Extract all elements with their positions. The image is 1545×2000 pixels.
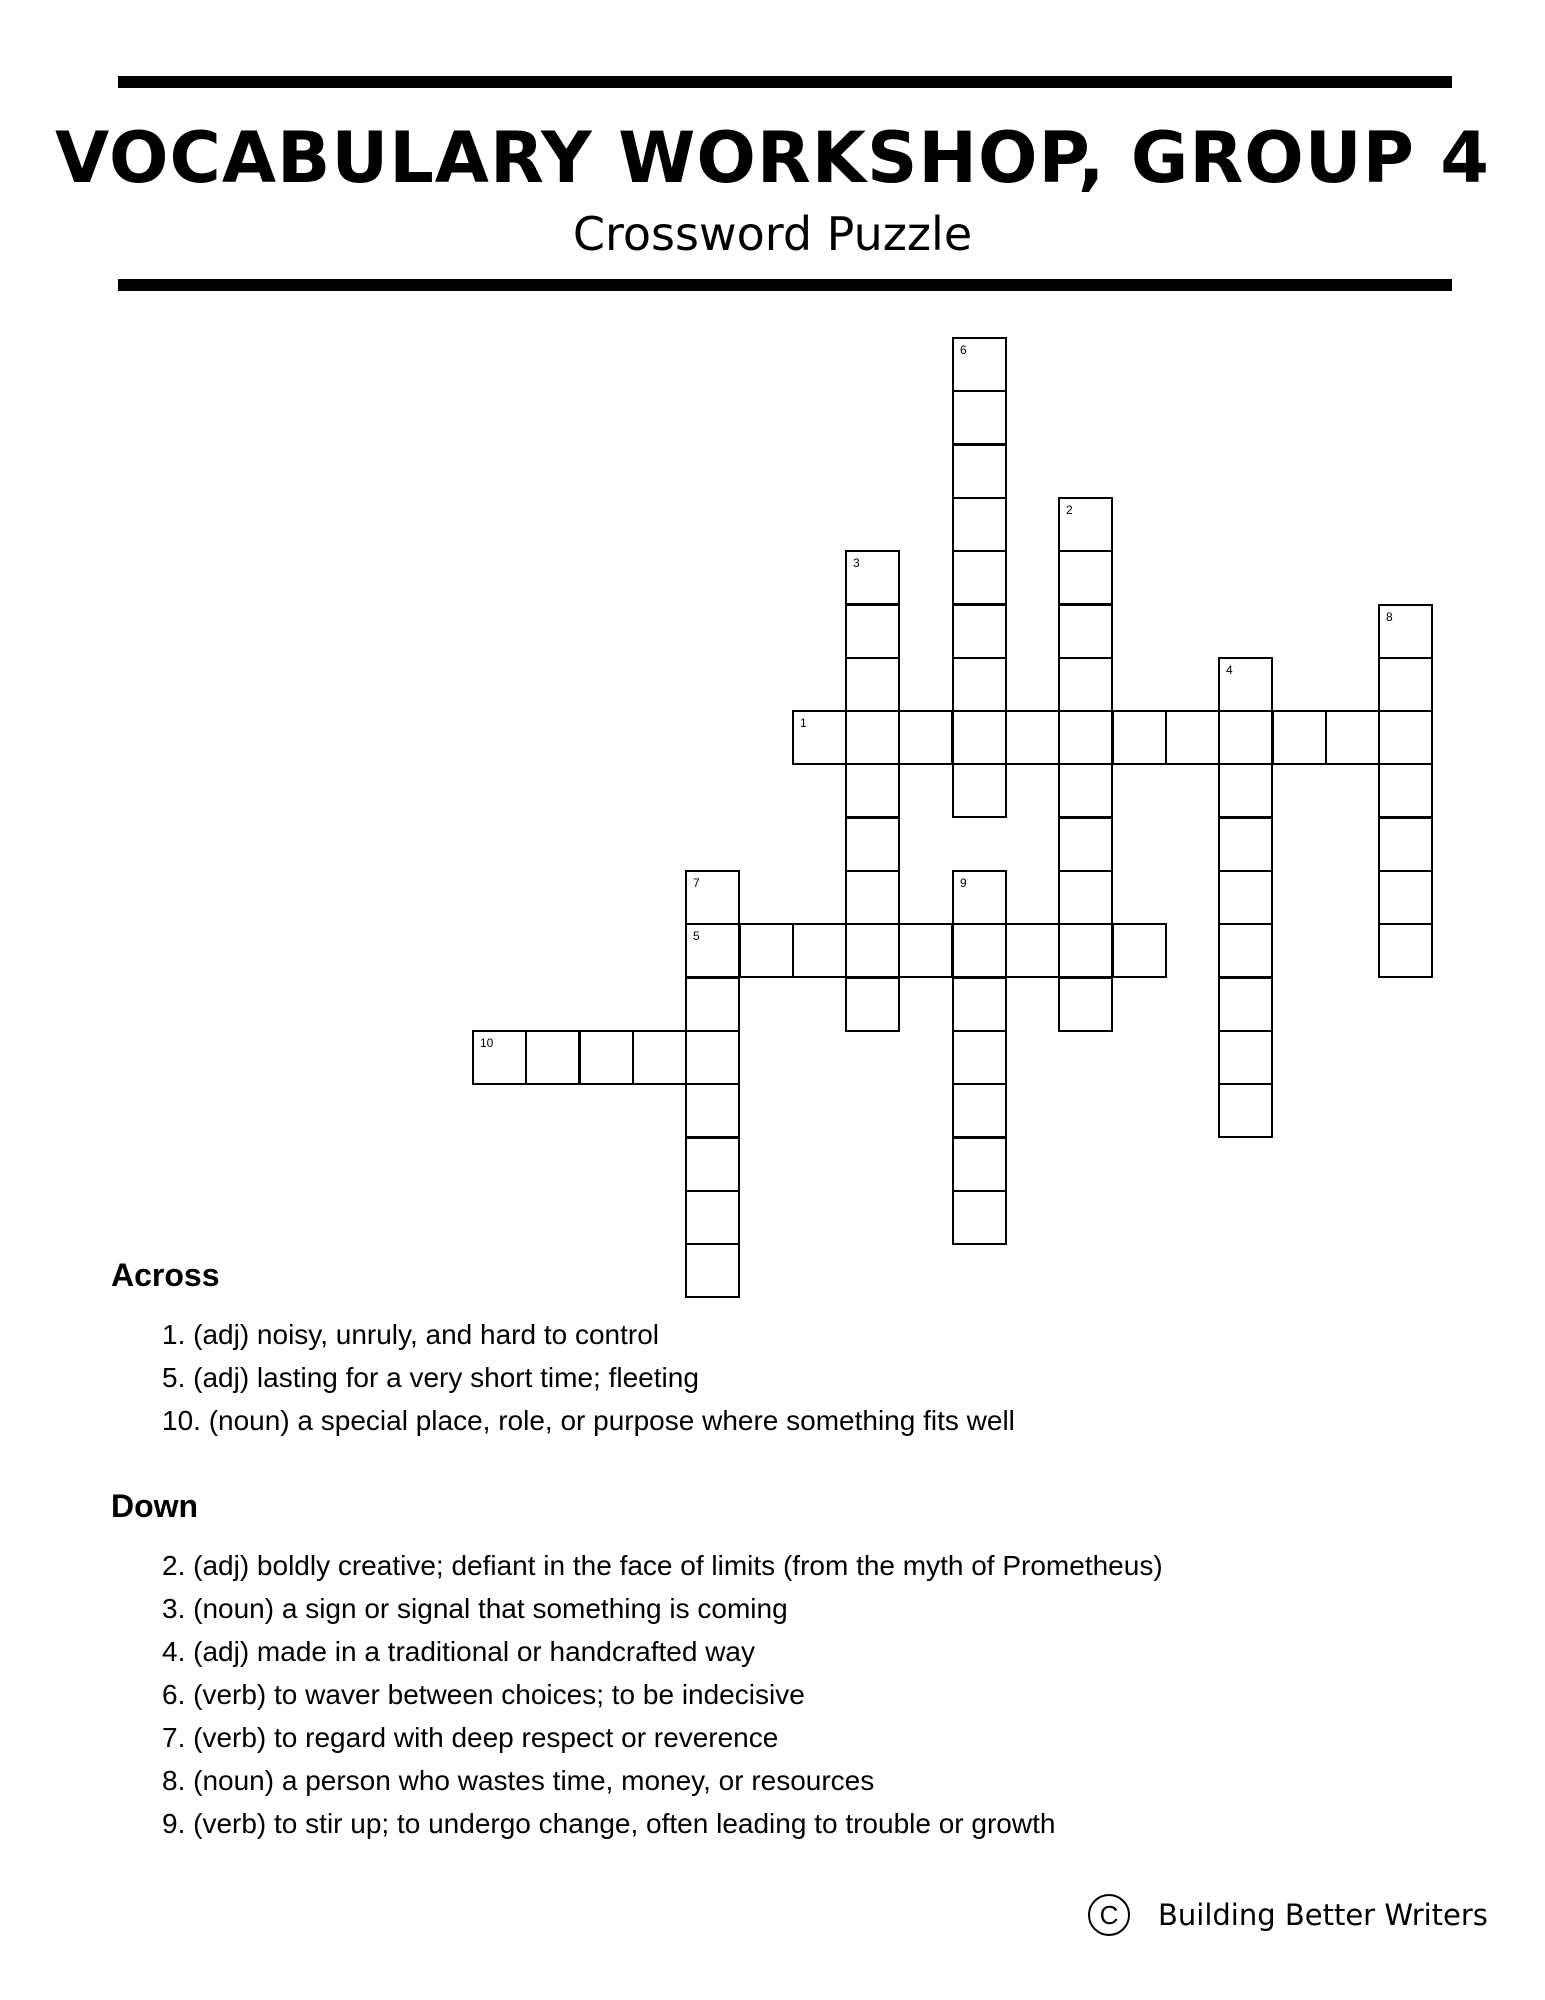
clue-down-4: 4. (adj) made in a traditional or handcrafted way (162, 1636, 755, 1667)
grid-cell[interactable] (952, 657, 1007, 712)
grid-cell-5[interactable] (685, 923, 740, 978)
clue-number: 2 (1066, 503, 1073, 517)
grid-cell[interactable] (952, 1137, 1007, 1192)
grid-cell[interactable] (952, 390, 1007, 445)
grid-cell-3[interactable] (845, 550, 900, 605)
grid-cell[interactable] (1005, 923, 1060, 978)
grid-cell[interactable] (1058, 817, 1113, 872)
grid-cell[interactable] (952, 763, 1007, 818)
grid-cell[interactable] (952, 977, 1007, 1032)
clue-number: 10 (480, 1036, 494, 1050)
grid-cell[interactable] (1165, 710, 1220, 765)
grid-cell[interactable] (898, 923, 953, 978)
clue-number: 8 (1386, 610, 1393, 624)
clue-down-8: 8. (noun) a person who wastes time, money, or resources (162, 1765, 875, 1796)
grid-cell[interactable] (952, 497, 1007, 552)
grid-cell[interactable] (1218, 1030, 1273, 1085)
grid-cell[interactable] (1058, 710, 1113, 765)
grid-cell[interactable] (845, 604, 900, 659)
page-title: VOCABULARY WORKSHOP, GROUP 4 (55, 117, 1490, 199)
grid-cell[interactable] (1058, 550, 1113, 605)
grid-cell[interactable] (952, 923, 1007, 978)
grid-cell[interactable] (1378, 870, 1433, 925)
grid-cell[interactable] (952, 710, 1007, 765)
grid-cell-9[interactable] (952, 870, 1007, 925)
grid-cell-8[interactable] (1378, 604, 1433, 659)
clue-down-3: 3. (noun) a sign or signal that something is coming (162, 1593, 788, 1624)
grid-cell[interactable] (952, 444, 1007, 499)
clue-down-6: 6. (verb) to waver between choices; to be indecisive (162, 1679, 805, 1710)
grid-cell-6[interactable] (952, 337, 1007, 392)
grid-cell[interactable] (1058, 604, 1113, 659)
grid-cell[interactable] (1378, 923, 1433, 978)
grid-cell-10[interactable] (472, 1030, 527, 1085)
clue-number: 1 (800, 716, 807, 730)
clue-down-7: 7. (verb) to regard with deep respect or reverence (162, 1722, 779, 1753)
across-heading: Across (111, 1257, 220, 1293)
grid-cell[interactable] (952, 1190, 1007, 1245)
grid-cell[interactable] (1058, 870, 1113, 925)
grid-cell[interactable] (685, 1030, 740, 1085)
grid-cell[interactable] (1378, 710, 1433, 765)
clue-number: 5 (693, 929, 700, 943)
grid-cell[interactable] (1378, 817, 1433, 872)
clue-number: 4 (1226, 663, 1233, 677)
grid-cell[interactable] (579, 1030, 634, 1085)
clue-down-9: 9. (verb) to stir up; to undergo change, often leading to trouble or growth (162, 1808, 1056, 1839)
grid-cell[interactable] (952, 1030, 1007, 1085)
grid-cell[interactable] (685, 1190, 740, 1245)
grid-cell[interactable] (1112, 710, 1167, 765)
footer-credit: Building Better Writers (1158, 1898, 1488, 1932)
grid-cell[interactable] (845, 923, 900, 978)
grid-cell[interactable] (1325, 710, 1380, 765)
across-clue-list (162, 1313, 1015, 1442)
grid-cell[interactable] (1218, 977, 1273, 1032)
grid-cell[interactable] (1218, 710, 1273, 765)
grid-cell[interactable] (685, 1137, 740, 1192)
grid-cell-4[interactable] (1218, 657, 1273, 712)
grid-cell[interactable] (952, 1083, 1007, 1138)
page-subtitle: Crossword Puzzle (572, 207, 973, 261)
clue-number: 6 (960, 343, 967, 357)
grid-cell[interactable] (525, 1030, 580, 1085)
grid-cell[interactable] (1378, 657, 1433, 712)
grid-cell[interactable] (632, 1030, 687, 1085)
bottom-rule (118, 279, 1452, 291)
grid-cell[interactable] (845, 870, 900, 925)
grid-cell[interactable] (1218, 1083, 1273, 1138)
grid-cell[interactable] (845, 710, 900, 765)
grid-cell[interactable] (1272, 710, 1327, 765)
clue-across-10: 10. (noun) a special place, role, or purpose where something fits well (162, 1405, 1015, 1436)
clue-number: 9 (960, 876, 967, 890)
grid-cell[interactable] (1218, 763, 1273, 818)
clue-number: 7 (693, 876, 700, 890)
grid-cell-2[interactable] (1058, 497, 1113, 552)
grid-cell-1[interactable] (792, 710, 847, 765)
grid-cell[interactable] (685, 977, 740, 1032)
top-rule (118, 76, 1452, 88)
grid-cell[interactable] (685, 1243, 740, 1298)
grid-cell[interactable] (845, 763, 900, 818)
grid-cell[interactable] (1112, 923, 1167, 978)
grid-cell[interactable] (898, 710, 953, 765)
clue-down-2: 2. (adj) boldly creative; defiant in the face of limits (from the myth of Prometheus) (162, 1550, 1163, 1581)
grid-cell[interactable] (1378, 763, 1433, 818)
grid-cell[interactable] (845, 817, 900, 872)
down-clue-list (162, 1544, 1163, 1845)
grid-cell[interactable] (739, 923, 794, 978)
grid-cell[interactable] (1058, 977, 1113, 1032)
clue-number: 3 (853, 556, 860, 570)
grid-cell[interactable] (952, 604, 1007, 659)
grid-cell[interactable] (1058, 923, 1113, 978)
grid-cell[interactable] (685, 1083, 740, 1138)
grid-cell[interactable] (792, 923, 847, 978)
clue-across-5: 5. (adj) lasting for a very short time; fleeting (162, 1362, 699, 1393)
grid-cell[interactable] (1218, 870, 1273, 925)
grid-cell[interactable] (845, 977, 900, 1032)
grid-cell[interactable] (1218, 817, 1273, 872)
grid-cell[interactable] (952, 550, 1007, 605)
footer (1088, 1894, 1488, 1936)
grid-cell-7[interactable] (685, 870, 740, 925)
copyright-icon: C (1088, 1894, 1130, 1936)
grid-cell[interactable] (1058, 657, 1113, 712)
grid-cell[interactable] (1005, 710, 1060, 765)
grid-cell[interactable] (1218, 923, 1273, 978)
down-heading: Down (111, 1488, 199, 1524)
grid-cell[interactable] (1058, 763, 1113, 818)
clue-across-1: 1. (adj) noisy, unruly, and hard to control (162, 1319, 659, 1350)
grid-cell[interactable] (845, 657, 900, 712)
